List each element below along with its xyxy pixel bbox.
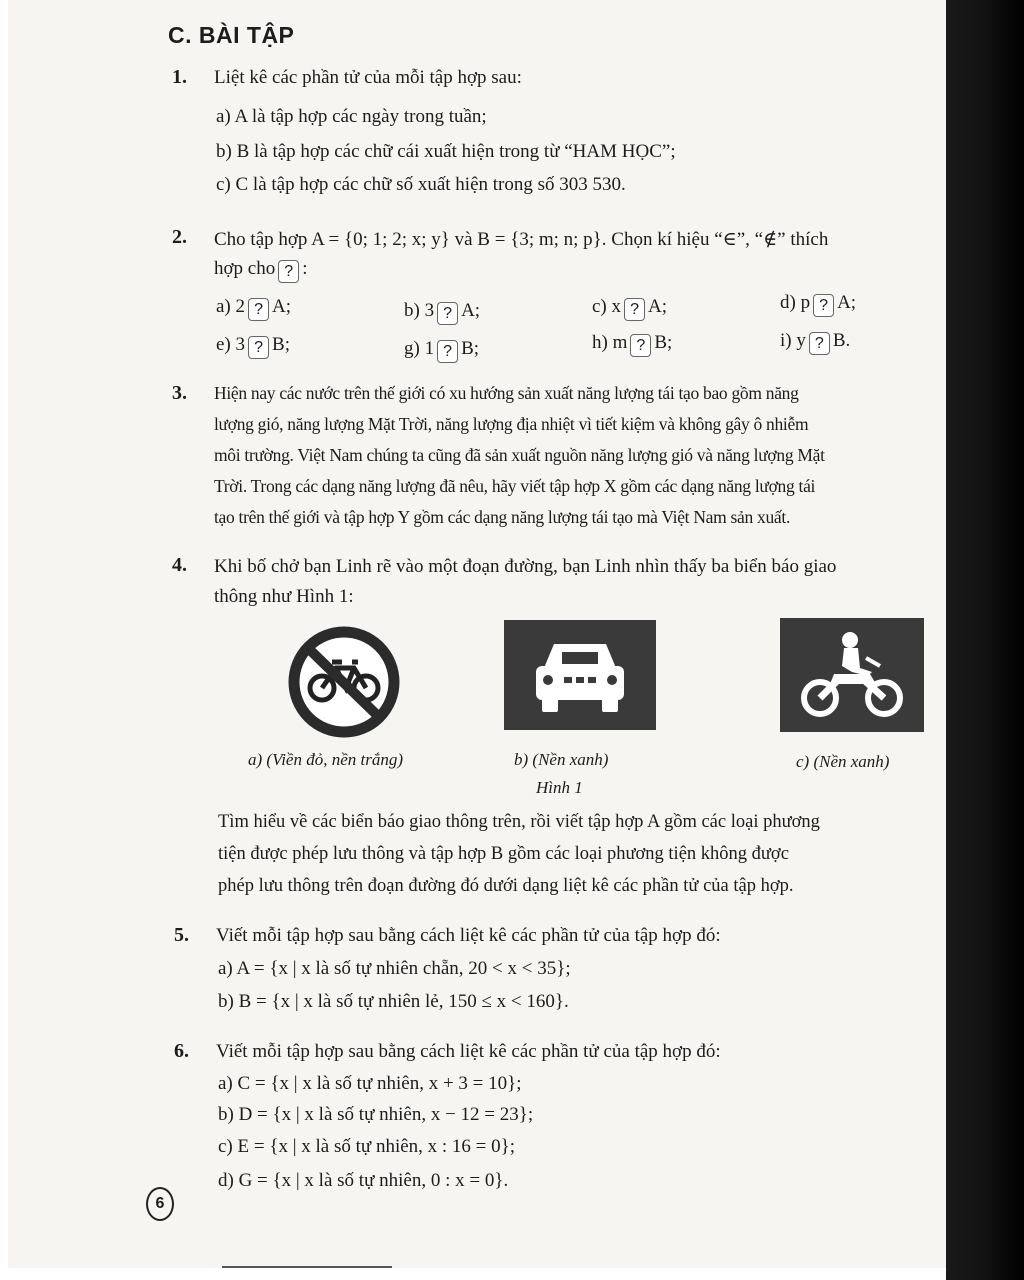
- q2-a-pre: a) 2: [216, 296, 246, 317]
- figure-label: Hình 1: [536, 778, 583, 797]
- q6-item-b: b) D = {x | x là số tự nhiên, x − 12 = 23};: [218, 1104, 534, 1125]
- q1-item-c: c) C là tập hợp các chữ số xuất hiện trong số 303 530.: [216, 174, 626, 195]
- q3-line1: Hiện nay các nước trên thế giới có xu hướng sản xuất năng lượng tái tạo bao gồm năng: [214, 383, 799, 403]
- book-spine-shadow: [946, 0, 1024, 1280]
- car-sign: [504, 620, 656, 730]
- page-number: 6: [146, 1187, 174, 1221]
- q2-item-g: [404, 338, 479, 363]
- q2-c-post: A;: [648, 296, 668, 317]
- answer-box[interactable]: ?: [248, 298, 269, 321]
- q4-para-line3: phép lưu thông trên đoạn đường đó dưới dạng liệt kê các phần tử của tập hợp.: [218, 876, 794, 896]
- answer-box[interactable]: ?: [809, 332, 830, 355]
- section-title: C. BÀI TẬP: [168, 22, 295, 48]
- q6-item-d: d) G = {x | x là số tự nhiên, 0 : x = 0}.: [218, 1170, 509, 1191]
- q2-line2-end: :: [302, 258, 308, 279]
- q2-h-pre: h) m: [592, 332, 628, 353]
- answer-box[interactable]: ?: [630, 334, 651, 357]
- q2-i-post: B.: [832, 330, 851, 351]
- q3-line2: lượng gió, năng lượng Mặt Trời, năng lượng địa nhiệt vì tiết kiệm và không gây ô nhiễm: [214, 414, 809, 434]
- q4-line2: thông như Hình 1:: [214, 586, 354, 607]
- answer-box[interactable]: ?: [278, 260, 299, 283]
- q2-d-pre: d) p: [780, 292, 811, 313]
- q4-number: 4.: [172, 554, 187, 576]
- q2-line2-text: hợp cho: [214, 258, 276, 279]
- q5-intro: Viết mỗi tập hợp sau bằng cách liệt kê các phần tử của tập hợp đó:: [216, 925, 721, 946]
- q2-item-h: [592, 332, 672, 357]
- q3-line4: Trời. Trong các dạng năng lượng đã nêu, hãy viết tập hợp X gồm các dạng năng lượng tái: [214, 476, 816, 496]
- q2-item-c: [592, 296, 667, 321]
- q2-g-pre: g) 1: [404, 338, 435, 359]
- q2-e-post: B;: [272, 334, 290, 355]
- q2-item-a: [216, 296, 291, 321]
- q6-item-c: c) E = {x | x là số tự nhiên, x : 16 = 0};: [218, 1136, 516, 1157]
- q2-g-post: B;: [461, 338, 480, 359]
- q2-d-post: A;: [837, 292, 857, 313]
- q6-item-a: a) C = {x | x là số tự nhiên, x + 3 = 10};: [218, 1073, 522, 1094]
- q2-e-pre: e) 3: [216, 334, 246, 355]
- q2-item-i: [780, 330, 850, 355]
- q6-intro: Viết mỗi tập hợp sau bằng cách liệt kê các phần tử của tập hợp đó:: [216, 1041, 721, 1062]
- motorbike-sign: [780, 618, 924, 732]
- q1-item-b: b) B là tập hợp các chữ cái xuất hiện trong từ “HAM HỌC”;: [216, 141, 676, 162]
- footer-rule: [222, 1266, 392, 1268]
- q1-number: 1.: [172, 66, 187, 88]
- no-bicycle-sign: [288, 626, 400, 738]
- q4-para-line2: tiện được phép lưu thông và tập hợp B gồm các loại phương tiện không được: [218, 844, 789, 864]
- caption-sign-c: c) (Nền xanh): [796, 752, 890, 771]
- q5-number: 5.: [174, 924, 189, 946]
- q4-para-line1: Tìm hiểu về các biển báo giao thông trên, rồi viết tập hợp A gồm các loại phương: [218, 812, 820, 832]
- answer-box[interactable]: ?: [813, 294, 834, 317]
- q3-line3: môi trường. Việt Nam chúng ta cũng đã sản xuất nguồn năng lượng gió và năng lượng Mặt: [214, 445, 825, 465]
- q2-item-e: [216, 334, 290, 359]
- answer-box[interactable]: ?: [437, 340, 458, 363]
- q1-item-a: a) A là tập hợp các ngày trong tuần;: [216, 106, 487, 127]
- caption-sign-a: a) (Viền đỏ, nền trắng): [248, 750, 404, 769]
- answer-box[interactable]: ?: [437, 302, 458, 325]
- q5-item-b: b) B = {x | x là số tự nhiên lẻ, 150 ≤ x < 160}.: [218, 991, 569, 1012]
- q2-b-pre: b) 3: [404, 300, 435, 321]
- q2-i-pre: i) y: [780, 330, 806, 351]
- answer-box[interactable]: ?: [248, 336, 269, 359]
- q2-line1: Cho tập hợp A = {0; 1; 2; x; y} và B = {3; m; n; p}. Chọn kí hiệu “∈”, “∉” thích: [214, 229, 829, 250]
- q5-item-a: a) A = {x | x là số tự nhiên chẵn, 20 < x < 35};: [218, 958, 571, 979]
- caption-sign-b: b) (Nền xanh): [514, 750, 609, 769]
- q2-number: 2.: [172, 226, 187, 248]
- q1-intro: Liệt kê các phần tử của mỗi tập hợp sau:: [214, 67, 522, 88]
- q2-line2: [214, 258, 308, 283]
- q2-b-post: A;: [461, 300, 481, 321]
- q3-line5: tạo trên thế giới và tập hợp Y gồm các dạng năng lượng tái tạo mà Việt Nam sản xuất.: [214, 507, 791, 527]
- q6-number: 6.: [174, 1040, 189, 1062]
- q4-line1: Khi bố chở bạn Linh rẽ vào một đoạn đường, bạn Linh nhìn thấy ba biển báo giao: [214, 556, 837, 577]
- q3-number: 3.: [172, 382, 187, 404]
- q2-item-d: [780, 292, 856, 317]
- q2-c-pre: c) x: [592, 296, 622, 317]
- q2-h-post: B;: [654, 332, 673, 353]
- answer-box[interactable]: ?: [624, 298, 645, 321]
- q2-a-post: A;: [272, 296, 292, 317]
- q2-item-b: [404, 300, 480, 325]
